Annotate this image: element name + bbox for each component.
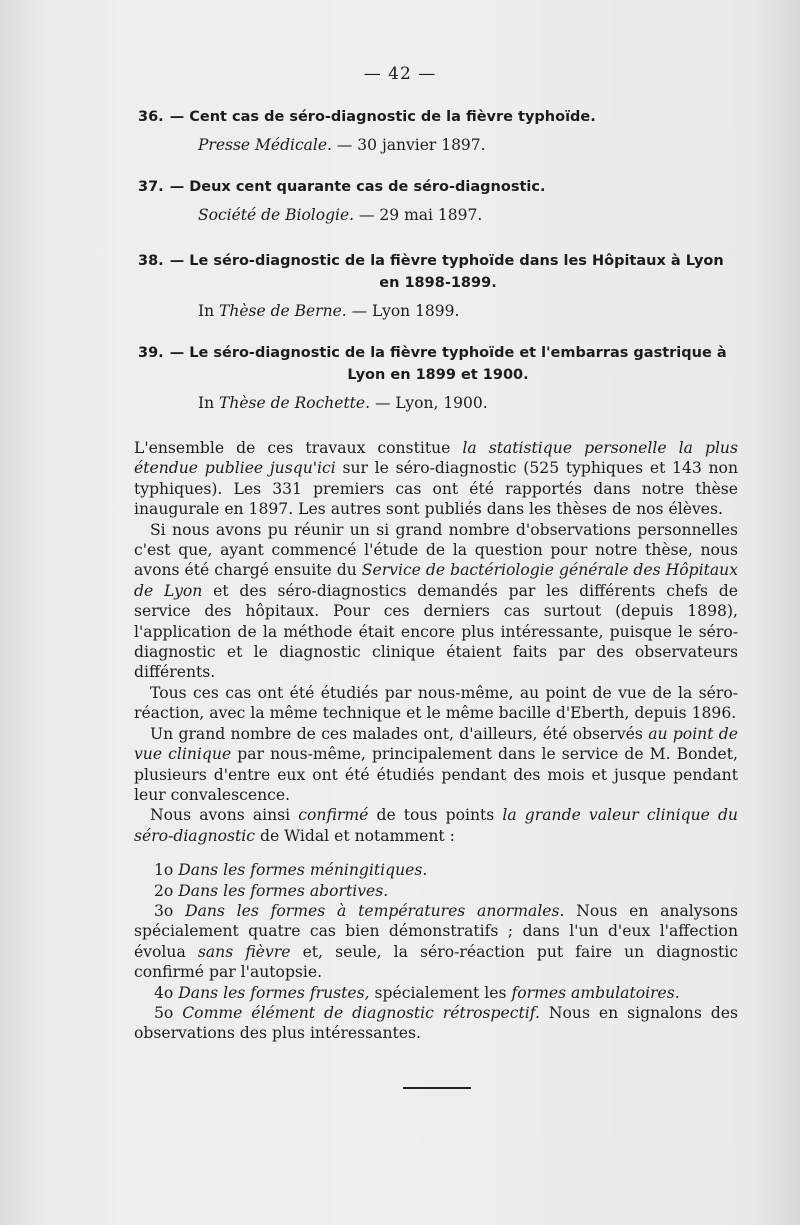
paragraph-3: Tous ces cas ont été étudiés par nous-même, au point de vue de la séro-réaction, avec la même technique et le même bacille d'Eberth, depuis 1896. xyxy=(134,683,738,723)
paragraph-1 xyxy=(134,438,738,520)
entry-title-continuation: Lyon en 1899 et 1900. xyxy=(347,367,529,383)
list-number: 1o xyxy=(154,861,174,880)
entry-number: 38. xyxy=(138,253,164,269)
entry-number: 37. xyxy=(138,179,164,195)
source-date: — Lyon, 1900. xyxy=(374,394,488,412)
bibliography-entry-38 xyxy=(138,250,738,322)
entry-title-continuation: en 1898-1899. xyxy=(379,275,497,291)
text-run: L'ensemble de ces travaux constitue xyxy=(134,439,451,457)
emphasis: Service de bactériologie générale des Hôpitaux de Lyon xyxy=(134,561,738,600)
entry-source xyxy=(138,204,738,226)
text-run: et des séro-diagnostics demandés par les différents chefs de service des hôpitaux. Pour ces derniers cas surtout (depuis 1898), l'application de la méthode était encore plus intéressante, puisque le séro-diagnostic et le diagnostic clinique étaient faits par des observateurs différents. xyxy=(134,581,738,682)
entry-title xyxy=(138,250,738,272)
bibliography-entry-37 xyxy=(138,176,738,226)
emphasis: la grande valeur clinique du séro-diagnostic xyxy=(134,806,738,845)
entry-title xyxy=(138,106,738,128)
emphasis: au point de vue clinique xyxy=(134,724,738,764)
source-date: — 30 janvier 1897. xyxy=(336,136,486,154)
text-run: sur le séro-diagnostic (525 typhiques et 143 non typhiques). Les 331 premiers cas ont été rapportés dans notre thèse inaugurale en 1897. Les autres sont publiés dans les thèses de nos élèves. xyxy=(134,459,738,519)
text-run: de tous points xyxy=(376,806,495,825)
page-number: — 42 — xyxy=(363,64,437,84)
entry-title xyxy=(138,176,738,198)
entry-title-text: — Le séro-diagnostic de la fièvre typhoïde dans les Hôpitaux à Lyon xyxy=(169,253,724,269)
paragraph-5 xyxy=(134,805,738,846)
source-journal: Société de Biologie. xyxy=(198,206,355,224)
entry-source xyxy=(138,300,738,322)
source-prefix: In xyxy=(198,302,215,320)
source-prefix: In xyxy=(198,394,215,412)
list-item xyxy=(134,860,738,880)
text-run: de Widal et notamment : xyxy=(259,826,455,845)
text-run: par nous-même, principalement dans le service de M. Bondet, plusieurs d'entre eux ont été étudiés pendant des mois et jusque pendant leur convalescence. xyxy=(134,745,738,804)
list-number: 4o xyxy=(154,983,174,1002)
source-date: — Lyon 1899. xyxy=(351,302,460,320)
list-item xyxy=(134,1003,738,1044)
entry-source xyxy=(138,392,738,414)
entry-title-text: — Cent cas de séro-diagnostic de la fièvre typhoïde. xyxy=(169,109,596,125)
emphasis: sans fièvre xyxy=(197,942,291,961)
paragraph-2 xyxy=(134,520,738,683)
entry-title-text: — Le séro-diagnostic de la fièvre typhoïde et l'embarras gastrique à xyxy=(169,345,727,361)
text-run: Nous en analysons spécialement quatre cas bien démonstratifs ; dans l'un d'eux l'affection évolua xyxy=(134,901,738,961)
source-thesis: Thèse de Rochette. xyxy=(219,394,371,412)
emphasis: Dans les formes méningitiques. xyxy=(178,861,428,880)
source-thesis: Thèse de Berne. xyxy=(219,302,347,320)
text-run: Nous avons ainsi xyxy=(150,806,291,825)
entry-title xyxy=(138,342,738,364)
text-run: Nous en signalons des observations des plus intéressantes. xyxy=(134,1003,738,1043)
text-run: Si nous avons pu réunir un si grand nombre d'observations personnelles c'est que, ayant commencé l'étude de la question pour notre thèse, nous avons été chargé ensuite du xyxy=(134,520,738,580)
list-number: 3o xyxy=(154,901,174,920)
bibliography-entry-39 xyxy=(138,342,738,414)
bibliography-entry-36 xyxy=(138,106,738,156)
entry-source xyxy=(138,134,738,156)
list-number: 2o xyxy=(154,881,174,900)
findings-list xyxy=(134,860,738,1044)
entry-number: 36. xyxy=(138,109,164,125)
end-rule xyxy=(403,1087,471,1089)
emphasis: Dans les formes à températures anormales. xyxy=(185,901,565,920)
emphasis: Dans les formes abortives. xyxy=(178,881,389,900)
source-date: — 29 mai 1897. xyxy=(359,206,483,224)
list-item xyxy=(134,983,738,1003)
emphasis: Dans les formes frustes, xyxy=(178,983,370,1002)
text-run: et, seule, la séro-réaction put faire un diagnostic confirmé par l'autopsie. xyxy=(134,942,738,982)
list-number: 5o xyxy=(154,1003,174,1022)
text-run: spécialement les xyxy=(374,983,507,1002)
source-journal: Presse Médicale. xyxy=(198,136,332,154)
emphasis: confirmé xyxy=(298,806,369,825)
body-text xyxy=(134,438,738,1044)
list-item xyxy=(134,901,738,983)
emphasis: formes ambulatoires. xyxy=(511,983,680,1002)
entry-title-text: — Deux cent quarante cas de séro-diagnostic. xyxy=(169,179,546,195)
emphasis: la statistique personelle la plus étendue publiee jusqu'ici xyxy=(134,439,738,478)
text-run: Un grand nombre de ces malades ont, d'ailleurs, été observés xyxy=(150,724,643,743)
paragraph-4 xyxy=(134,724,738,806)
emphasis: Comme élément de diagnostic rétrospectif. xyxy=(182,1003,540,1022)
list-item xyxy=(134,881,738,901)
entry-number: 39. xyxy=(138,345,164,361)
